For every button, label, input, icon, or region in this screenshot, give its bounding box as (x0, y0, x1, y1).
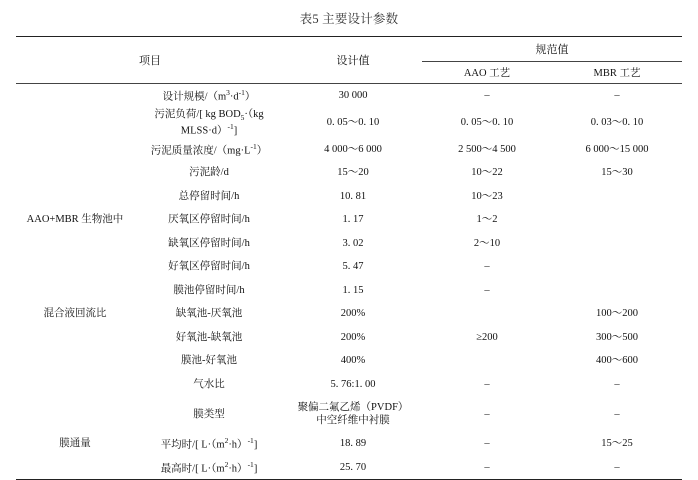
row-category (16, 255, 134, 279)
row-category (16, 349, 134, 373)
row-item: 平均时/[ $L\cdot(m^2\cdot h)^{-1}$] (160, 436, 258, 451)
row-item: 最高时/[ $L\cdot(m^2\cdot h)^{-1}$] (134, 456, 284, 480)
table-row (16, 279, 682, 303)
table-row (16, 161, 682, 185)
row-mbr: 400～600 (596, 355, 638, 367)
row-design: 200% (340, 308, 366, 320)
row-design: 1. 17 (342, 214, 364, 226)
row-item: 好氧池-缺氧池 (175, 331, 243, 343)
row-category (16, 108, 134, 138)
row-design: 0. 05～0. 10 (326, 116, 380, 128)
row-item: 气水比 (193, 378, 225, 390)
header-spec-value: 规范值 (422, 37, 682, 62)
row-aao: – (484, 261, 490, 273)
table-row (16, 108, 682, 138)
header-mbr: MBR 工艺 (593, 68, 641, 79)
row-mbr: 15～30 (601, 167, 633, 179)
row-item: 设计规模$/(m^3\cdot d^{-1})$ (134, 84, 284, 108)
row-item: 缺氧区停留时间/h (168, 237, 250, 249)
row-mbr: – (552, 456, 682, 480)
row-aao (422, 349, 552, 373)
table-row (16, 255, 682, 279)
row-item: 总停留时间/h (178, 190, 240, 202)
row-category (16, 138, 134, 162)
row-mbr (552, 279, 682, 303)
row-design: 5. 76:1. 00 (330, 378, 376, 390)
row-aao: 2～10 (473, 237, 501, 249)
table-row (16, 373, 682, 397)
row-mbr: 100～200 (596, 308, 638, 320)
row-category: 膜通量 (59, 438, 91, 450)
row-category (16, 84, 134, 108)
table-row (16, 302, 682, 326)
table-row (16, 456, 682, 480)
row-aao: – (484, 408, 490, 420)
table-row (16, 432, 682, 456)
row-item: 污泥质量浓度$/(mg\cdot L^{-1})$ (150, 141, 268, 157)
row-aao (422, 302, 552, 326)
row-design: 1. 15 (342, 284, 364, 296)
row-design: 15～20 (337, 167, 369, 179)
table-caption: 表5 主要设计参数 (299, 12, 399, 26)
row-category (16, 326, 134, 350)
row-item: 膜池停留时间/h (173, 284, 245, 296)
row-item: 污泥负荷/[ kg $BOD_5\cdot(kg$ MLSS·d）$^{-1}$] (154, 108, 264, 137)
row-category (16, 456, 134, 480)
row-aao: 2 500～4 500 (458, 143, 516, 155)
row-mbr: 0. 03～0. 10 (590, 116, 644, 128)
row-mbr: – (614, 408, 620, 420)
row-aao: – (484, 438, 490, 450)
header-item: 项目 (16, 37, 284, 84)
row-design: 18. 89 (339, 438, 367, 450)
row-mbr: – (552, 84, 682, 108)
row-category (16, 279, 134, 303)
row-mbr (552, 208, 682, 232)
row-design: 200% (340, 331, 366, 343)
row-aao: 10～23 (471, 190, 503, 202)
table-row (16, 84, 682, 108)
table-row (16, 349, 682, 373)
row-aao: 1～2 (476, 214, 498, 226)
row-design: 400% (340, 355, 366, 367)
row-item: 膜类型 (193, 408, 225, 420)
row-mbr: 15～25 (601, 438, 633, 450)
row-category: AAO+MBR 生物池中 (26, 214, 124, 226)
row-aao: – (484, 284, 490, 296)
header-aao: AAO 工艺 (463, 68, 511, 79)
row-aao: – (484, 378, 490, 390)
table-header-row-1 (16, 37, 682, 62)
row-category (16, 373, 134, 397)
row-aao: – (422, 456, 552, 480)
row-design: 10. 81 (339, 190, 367, 202)
table-row (16, 208, 682, 232)
table-row (16, 326, 682, 350)
row-aao: 10～22 (471, 167, 503, 179)
row-item: 膜池-好氧池 (181, 355, 237, 367)
row-aao: 0. 05～0. 10 (460, 116, 514, 128)
table-row (16, 232, 682, 256)
row-mbr (552, 255, 682, 279)
row-mbr (552, 185, 682, 209)
row-design: 30 000 (284, 84, 422, 108)
table-row (16, 138, 682, 162)
row-category (16, 396, 134, 432)
table-row (16, 185, 682, 209)
row-category: 混合液回流比 (43, 308, 107, 320)
row-mbr: – (614, 378, 620, 390)
table-row (16, 396, 682, 432)
row-design: 5. 47 (342, 261, 364, 273)
row-design: 3. 02 (342, 237, 364, 249)
row-category (16, 161, 134, 185)
membrane-type-line2: 中空纤维中衬膜 (316, 415, 390, 427)
row-design: 25. 70 (284, 456, 422, 480)
row-item: 缺氧池-厌氧池 (175, 308, 243, 320)
row-category (16, 185, 134, 209)
row-aao: ≥200 (476, 331, 498, 343)
header-design-value: 设计值 (284, 37, 422, 84)
row-design: 4 000～6 000 (324, 143, 382, 155)
row-aao: – (422, 84, 552, 108)
row-design (284, 396, 422, 432)
parameters-table (16, 36, 682, 480)
row-mbr: 300～500 (596, 331, 638, 343)
row-mbr (552, 232, 682, 256)
row-category (16, 232, 134, 256)
row-mbr: 6 000～15 000 (585, 143, 649, 155)
row-item: 污泥龄/d (189, 167, 229, 179)
membrane-type-line1: 聚偏二氟乙烯（PVDF） (297, 401, 409, 413)
row-item: 厌氧区停留时间/h (168, 214, 250, 226)
row-item: 好氧区停留时间/h (168, 261, 250, 273)
